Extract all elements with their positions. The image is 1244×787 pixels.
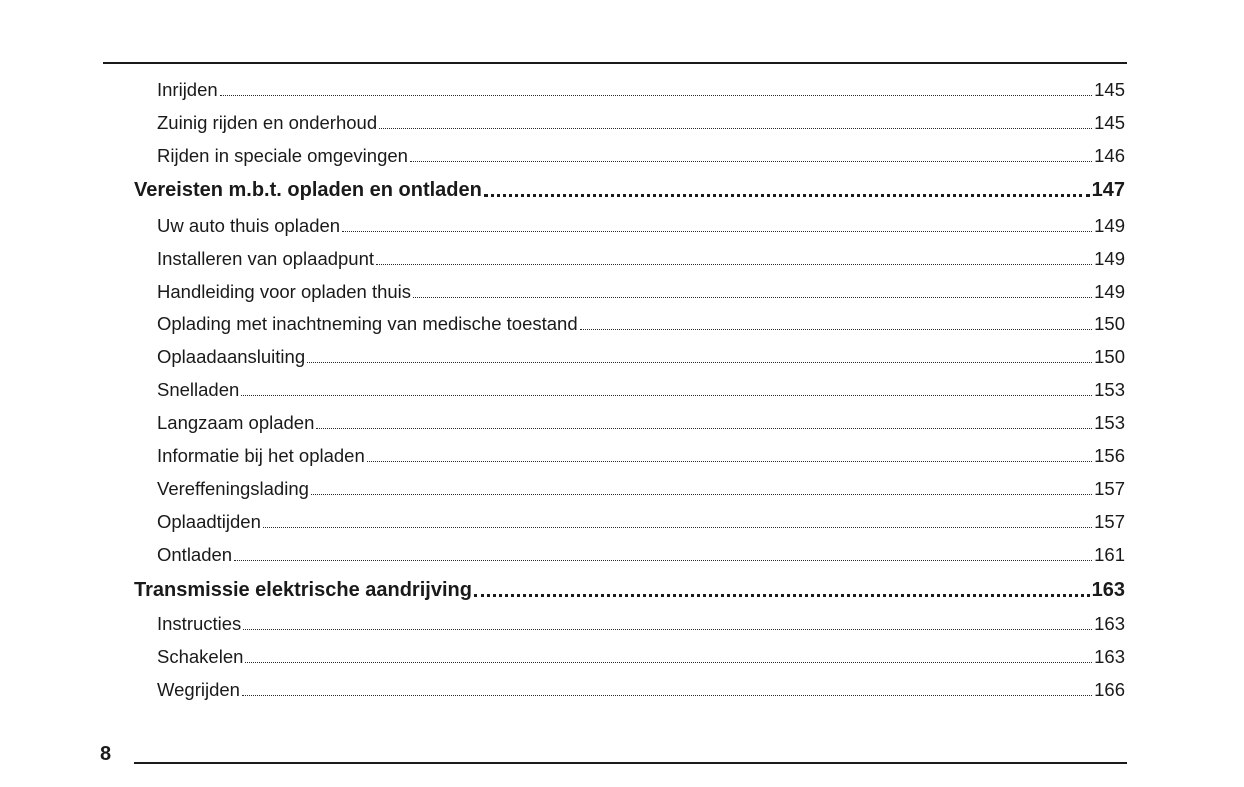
toc-entry-page: 153 [1094, 379, 1125, 400]
toc-entry-label: Rijden in speciale omgevingen [157, 145, 408, 166]
toc-entry-page: 145 [1094, 112, 1125, 133]
toc-section-label: Transmissie elektrische aandrijving [134, 579, 472, 601]
toc-entry-informatie-opladen[interactable] [157, 444, 1125, 468]
toc-entry-inrijden[interactable] [157, 78, 1125, 102]
toc-entry-label: Uw auto thuis opladen [157, 215, 341, 236]
toc-entry-label: Inrijden [157, 79, 218, 100]
toc-entry-page: 156 [1094, 445, 1125, 466]
dot-leader [245, 660, 1092, 663]
dot-leader [307, 360, 1092, 363]
toc-entry-page: 157 [1094, 511, 1125, 532]
dot-leader [410, 159, 1092, 162]
toc-entry-oplading-medische-toestand[interactable] [157, 312, 1125, 336]
dot-leader [311, 492, 1092, 495]
toc-entry-page: 145 [1094, 79, 1125, 100]
page-number: 8 [100, 743, 112, 765]
toc-entry-label: Installeren van oplaadpunt [157, 248, 375, 269]
toc-entry-label: Oplaadaansluiting [157, 346, 306, 367]
dot-leader [234, 558, 1092, 561]
toc-entry-zuinig-rijden[interactable] [157, 111, 1125, 135]
dot-leader [263, 525, 1092, 528]
dot-leader [316, 426, 1092, 429]
toc-entry-oplaadaansluiting[interactable] [157, 345, 1125, 369]
toc-entry-page: 153 [1094, 412, 1125, 433]
toc-entry-label: Oplaadtijden [157, 511, 261, 532]
toc-entry-page: 150 [1094, 346, 1125, 367]
toc-entry-installeren-oplaadpunt[interactable] [157, 247, 1125, 271]
toc-entry-wegrijden[interactable] [157, 678, 1125, 702]
toc-entry-instructies[interactable] [157, 612, 1125, 636]
dot-leader [580, 327, 1093, 330]
toc-entry-page: 150 [1094, 313, 1125, 334]
toc-entry-page: 149 [1094, 281, 1125, 302]
toc-entry-oplaadtijden[interactable] [157, 510, 1125, 534]
dot-leader [376, 262, 1092, 265]
dot-leader [413, 295, 1092, 298]
toc-entry-label: Instructies [157, 613, 242, 634]
toc-entry-page: 146 [1094, 145, 1125, 166]
toc-entry-thuis-opladen[interactable] [157, 214, 1125, 238]
toc-entry-ontladen[interactable] [157, 543, 1125, 567]
toc-entry-handleiding-opladen[interactable] [157, 280, 1125, 304]
toc-entry-label: Langzaam opladen [157, 412, 315, 433]
toc-entry-schakelen[interactable] [157, 645, 1125, 669]
toc-entry-page: 163 [1094, 613, 1125, 634]
toc-entry-label: Ontladen [157, 544, 233, 565]
toc-entry-label: Vereffeningslading [157, 478, 309, 499]
dot-leader [367, 459, 1092, 462]
dot-leader [243, 627, 1092, 630]
toc-entry-page: 161 [1094, 544, 1125, 565]
toc-entry-page: 149 [1094, 215, 1125, 236]
header-rule [103, 62, 1127, 64]
dot-leader [474, 592, 1090, 597]
dot-leader [220, 93, 1092, 96]
toc-entry-label: Oplading met inachtneming van medische toestand [157, 313, 578, 334]
dot-leader [241, 393, 1092, 396]
toc-entry-page: 166 [1094, 679, 1125, 700]
dot-leader [379, 126, 1092, 129]
dot-leader [484, 192, 1090, 197]
toc-entry-langzaam-opladen[interactable] [157, 411, 1125, 435]
toc-entry-page: 163 [1094, 646, 1125, 667]
toc-entry-page: 157 [1094, 478, 1125, 499]
dot-leader [242, 693, 1092, 696]
footer-rule [134, 762, 1127, 764]
toc-entry-label: Snelladen [157, 379, 240, 400]
toc-entry-vereffeningslading[interactable] [157, 477, 1125, 501]
toc-entry-snelladen[interactable] [157, 378, 1125, 402]
toc-section-page: 163 [1091, 579, 1125, 601]
toc-entry-page: 149 [1094, 248, 1125, 269]
toc-entry-label: Wegrijden [157, 679, 240, 700]
toc-section-label: Vereisten m.b.t. opladen en ontladen [134, 179, 482, 201]
dot-leader [342, 229, 1092, 232]
toc-entry-label: Zuinig rijden en onderhoud [157, 112, 378, 133]
toc-section-vereisten-opladen[interactable] [134, 177, 1125, 203]
toc-entry-label: Schakelen [157, 646, 244, 667]
toc-entry-label: Informatie bij het opladen [157, 445, 365, 466]
toc-entry-rijden-speciale-omgevingen[interactable] [157, 144, 1125, 168]
toc-section-transmissie[interactable] [134, 577, 1125, 603]
toc-entry-label: Handleiding voor opladen thuis [157, 281, 412, 302]
toc-section-page: 147 [1091, 179, 1125, 201]
